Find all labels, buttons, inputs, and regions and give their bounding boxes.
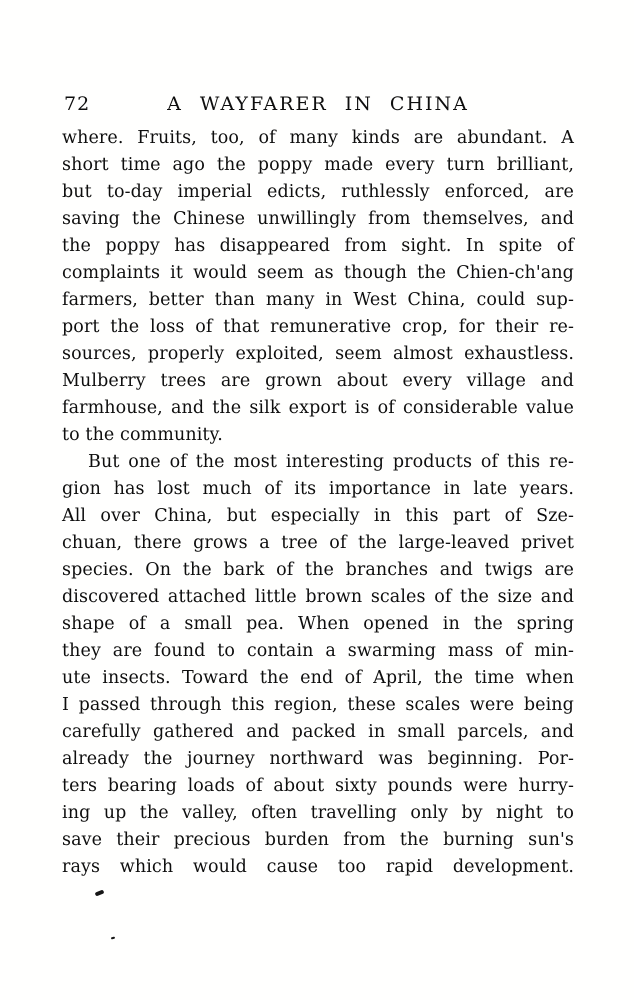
ink-speck bbox=[95, 889, 105, 896]
text-line: the poppy has disappeared from sight. In spite of bbox=[62, 236, 574, 256]
text-line: save their precious burden from the burning sun's bbox=[62, 830, 574, 850]
text-line: carefully gathered and packed in small parcels, and bbox=[62, 722, 574, 742]
text-line: they are found to contain a swarming mass of min- bbox=[62, 641, 574, 661]
text-line: port the loss of that remunerative crop, for their re- bbox=[62, 317, 574, 337]
ink-speck bbox=[111, 937, 115, 940]
text-line: chuan, there grows a tree of the large-leaved privet bbox=[62, 533, 574, 553]
text-line: sources, properly exploited, seem almost exhaustless. bbox=[62, 344, 574, 364]
text-line: but to-day imperial edicts, ruthlessly enforced, are bbox=[62, 182, 574, 202]
running-head bbox=[62, 92, 574, 116]
text-line: ute insects. Toward the end of April, the time when bbox=[62, 668, 574, 688]
text-line: ing up the valley, often travelling only by night to bbox=[62, 803, 574, 823]
text-line: short time ago the poppy made every turn brilliant, bbox=[62, 155, 574, 175]
text-line: Mulberry trees are grown about every village and bbox=[62, 371, 574, 391]
text-line: saving the Chinese unwillingly from themselves, and bbox=[62, 209, 574, 229]
text-line: where. Fruits, too, of many kinds are abundant. A bbox=[62, 128, 574, 148]
text-line: already the journey northward was beginning. Por- bbox=[62, 749, 574, 769]
text-line: All over China, but especially in this part of Sze- bbox=[62, 506, 574, 526]
text-line: ters bearing loads of about sixty pounds were hurry- bbox=[62, 776, 574, 796]
text-line: shape of a small pea. When opened in the spring bbox=[62, 614, 574, 634]
text-line: species. On the bark of the branches and twigs are bbox=[62, 560, 574, 580]
text-line: But one of the most interesting products of this re- bbox=[88, 452, 574, 472]
text-line: discovered attached little brown scales of the size and bbox=[62, 587, 574, 607]
text-line: gion has lost much of its importance in late years. bbox=[62, 479, 574, 499]
text-line: complaints it would seem as though the Chien-ch'ang bbox=[62, 263, 574, 283]
text-column bbox=[62, 125, 574, 881]
text-line: to the community. bbox=[62, 425, 223, 445]
page-number: 72 bbox=[64, 93, 91, 115]
text-line: farmhouse, and the silk export is of considerable value bbox=[62, 398, 574, 418]
text-line: farmers, better than many in West China, could sup- bbox=[62, 290, 574, 310]
running-title: A WAYFARER IN CHINA bbox=[167, 93, 469, 115]
text-line: rays which would cause too rapid development. bbox=[62, 857, 574, 877]
text-line: I passed through this region, these scales were being bbox=[62, 695, 574, 715]
